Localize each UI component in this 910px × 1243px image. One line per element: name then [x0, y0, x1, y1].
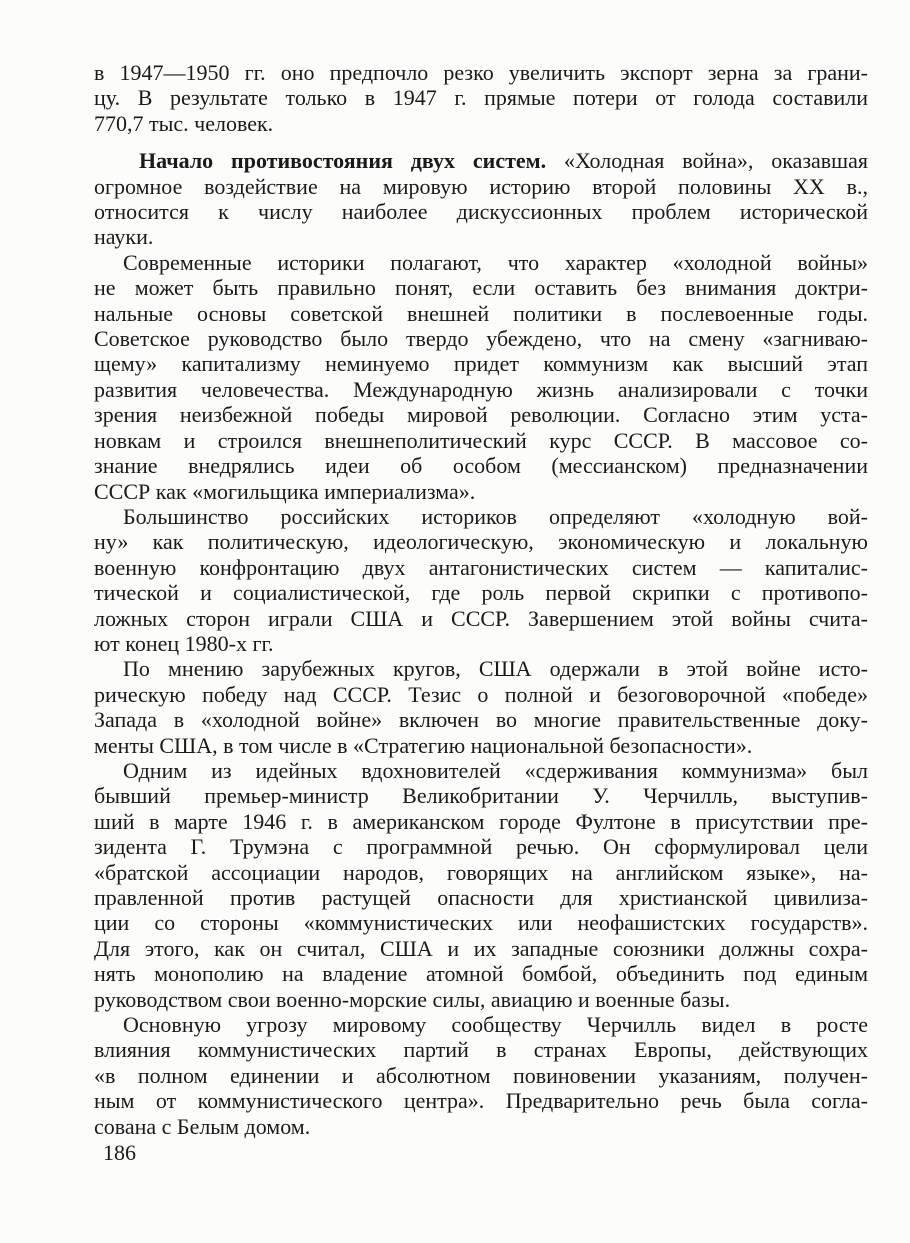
text-line: в 1947—1950 гг. оно предпочло резко увеличить экспорт зерна за грани-	[94, 60, 868, 85]
text-line: «братской ассоциации народов, говорящих на английском языке», на-	[94, 859, 868, 885]
text-line: «в полном единении и абсолютном повиновении указаниям, получен-	[94, 1062, 868, 1088]
text-line: менты США, в том числе в «Стратегию национальной безопасности».	[94, 732, 753, 758]
text-line: тической и социалистической, где роль первой скрипки с противопо-	[94, 580, 868, 606]
text-line: ший в марте 1946 г. в американском городе Фултоне в присутствии пре-	[94, 808, 868, 834]
run-in-heading: Начало противостояния двух систем.	[139, 148, 547, 174]
text-line: По мнению зарубежных кругов, США одержали в этой войне исто-	[123, 656, 868, 682]
body-text-block	[94, 60, 868, 1139]
paragraph-with-heading	[94, 148, 868, 250]
text-line: Запада в «холодной войне» включен во многие правительственные доку-	[94, 707, 868, 733]
text-line: бывший премьер-министр Великобритании У. Черчилль, выступив-	[94, 783, 868, 809]
text-line: нять монополию на владение атомной бомбой, объединить под единым	[94, 961, 868, 987]
text-line: 770,7 тыс. человек.	[94, 110, 274, 136]
text-line: новкам и строился внешнеполитический курс СССР. В массовое со-	[94, 427, 868, 453]
text-line: ным от коммунистического центра». Предварительно речь была согла-	[94, 1088, 868, 1114]
text-line: Современные историки полагают, что характер «холодной войны»	[123, 249, 868, 275]
text-line: зидента Г. Трумэна с программной речью. Он сформулировал цели	[94, 834, 868, 860]
paragraph	[94, 656, 868, 758]
text-line: руководством свои военно-морские силы, авиацию и военные базы.	[94, 986, 731, 1012]
text-line: знание внедрялись идеи об особом (мессианском) предназначении	[94, 453, 868, 479]
text-line: ют конец 1980-х гг.	[94, 630, 274, 656]
text-line: не может быть правильно понят, если оставить без внимания доктри-	[94, 275, 868, 301]
text-line: Одним из идейных вдохновителей «сдерживания коммунизма» был	[123, 757, 868, 783]
text-line: цу. В результате только в 1947 г. прямые потери от голода составили	[94, 85, 868, 111]
paragraph	[94, 504, 868, 656]
text-line: Основную угрозу мировому сообществу Черчилль видел в росте	[123, 1012, 868, 1038]
text-line: влияния коммунистических партий в странах Европы, действующих	[94, 1037, 868, 1063]
text-line: относится к числу наиболее дискуссионных проблем исторической	[94, 199, 868, 225]
text-line: нальные основы советской внешней политики в послевоенные годы.	[94, 300, 868, 326]
text-line: Большинство российских историков определяют «холодную вой-	[123, 503, 868, 529]
text-line: огромное воздействие на мировую историю второй половины XX в.,	[94, 173, 868, 199]
text-line: Для этого, как он считал, США и их западные союзники должны сохра-	[94, 935, 868, 961]
paragraph	[94, 1012, 868, 1139]
text-line: СССР как «могильщика империализма».	[94, 478, 476, 504]
text-line: зрения неизбежной победы мировой революции. Согласно этим уста-	[94, 402, 868, 428]
text-segment: «Холодная война», оказавшая	[546, 148, 869, 174]
paragraph	[94, 60, 868, 136]
text-line	[94, 148, 868, 173]
text-line: военную конфронтацию двух антагонистических систем — капиталис-	[94, 554, 868, 580]
text-line: сована с Белым домом.	[94, 1113, 311, 1139]
text-line: рическую победу над СССР. Тезис о полной и безоговорочной «победе»	[94, 681, 868, 707]
text-line: правленной против растущей опасности для христианской цивилиза-	[94, 885, 868, 910]
text-line: ложных сторон играли США и СССР. Завершением этой войны счита-	[94, 605, 868, 631]
page-number: 186	[103, 1140, 136, 1165]
paragraph	[94, 758, 868, 1012]
text-line: ции со стороны «коммунистических или неофашистских государств».	[94, 910, 868, 936]
text-line: науки.	[94, 224, 154, 250]
paragraph	[94, 250, 868, 504]
text-line: ну» как политическую, идеологическую, экономическую и локальную	[94, 529, 868, 555]
text-line: щему» капитализму неминуемо придет коммунизм как высший этап	[94, 351, 868, 377]
text-line: Советское руководство было твердо убеждено, что на смену «загниваю-	[94, 326, 868, 352]
text-line: развития человечества. Международную жизнь анализировали с точки	[94, 376, 868, 402]
